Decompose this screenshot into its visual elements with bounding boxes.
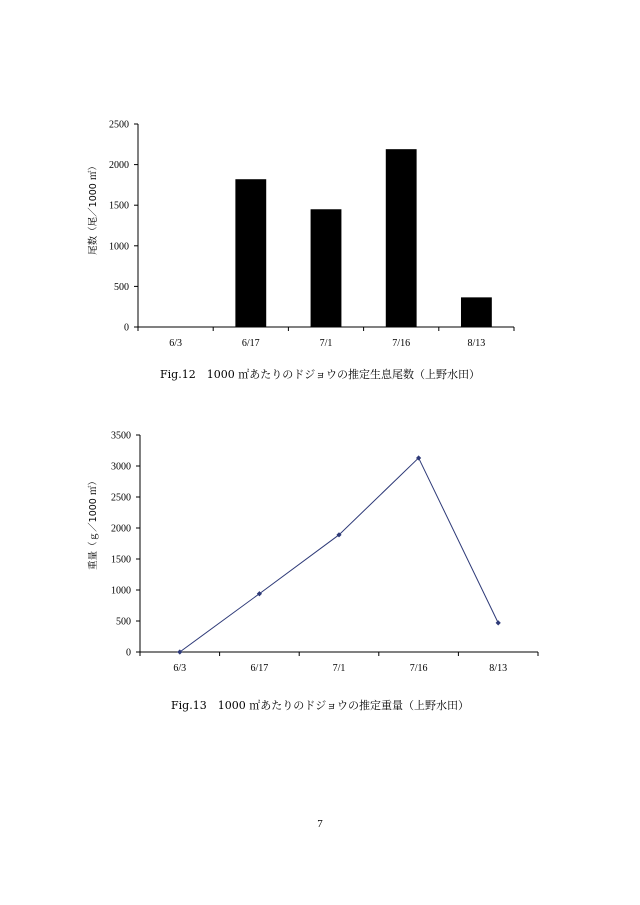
y-tick-label: 1000 — [111, 585, 131, 597]
y-tick-label: 0 — [126, 647, 131, 659]
y-tick-label: 2500 — [109, 119, 129, 131]
series-line — [180, 458, 498, 652]
page-number: 7 — [317, 818, 323, 830]
data-point — [496, 620, 501, 625]
y-tick-label: 3000 — [111, 461, 131, 473]
x-tick-label: 6/3 — [169, 338, 182, 349]
y-tick-label: 1500 — [109, 200, 129, 212]
y-tick-label: 2000 — [109, 160, 129, 172]
y-tick-label: 0 — [124, 322, 129, 334]
y-tick-label: 500 — [116, 616, 131, 628]
y-tick-label: 500 — [114, 281, 129, 293]
figure-caption-fig12: Fig.12 1000 ㎡あたりのドジョウの推定生息尾数（上野水田） — [160, 368, 480, 381]
y-tick-label: 2500 — [111, 492, 131, 504]
x-tick-label: 6/17 — [250, 663, 269, 674]
x-tick-label: 6/3 — [173, 663, 187, 674]
y-axis-label: 重量（ｇ／1000 ㎡） — [88, 476, 99, 570]
x-tick-label: 7/1 — [319, 338, 333, 349]
y-tick-label: 1000 — [109, 241, 129, 253]
x-tick-label: 8/13 — [489, 663, 508, 674]
x-tick-label: 7/16 — [409, 663, 428, 674]
x-tick-label: 7/16 — [392, 338, 411, 349]
y-tick-label: 3500 — [111, 430, 131, 442]
y-axis-label: 尾数（尾／1000 ㎡） — [88, 161, 99, 255]
y-tick-label: 1500 — [111, 554, 131, 566]
x-tick-label: 8/13 — [467, 338, 486, 349]
x-tick-label: 7/1 — [332, 663, 346, 674]
x-tick-label: 6/17 — [241, 338, 260, 349]
figure-caption-fig13: Fig.13 1000 ㎡あたりのドジョウの推定重量（上野水田） — [171, 699, 469, 712]
y-tick-label: 2000 — [111, 523, 131, 535]
